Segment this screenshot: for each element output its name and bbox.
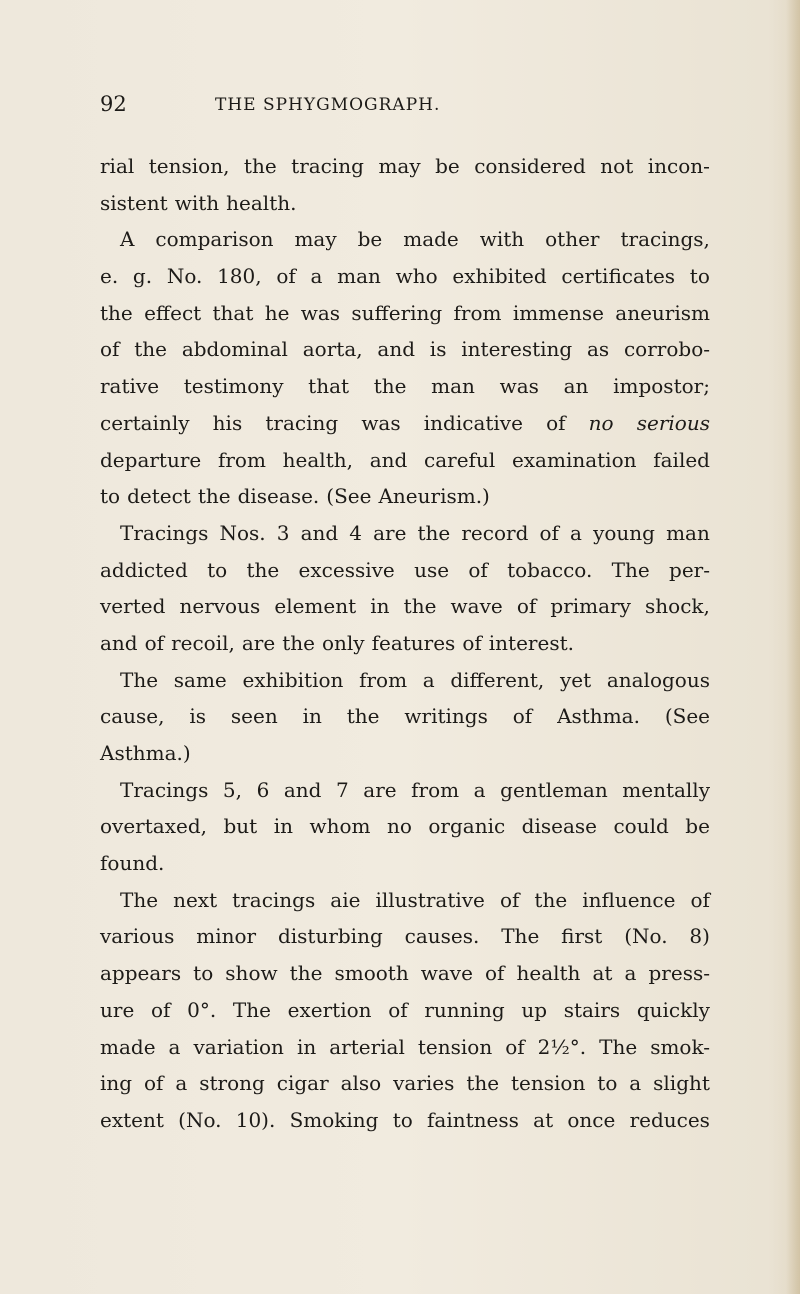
text-line: found. [100, 851, 165, 876]
text-line: Tracings Nos. 3 and 4 are the record of a young man [120, 520, 710, 545]
text-line: various minor disturbing causes. The first (No. 8) [100, 924, 710, 949]
text-line: departure from health, and careful examination failed [100, 447, 710, 472]
text-line: the effect that he was suffering from immense aneurism [100, 300, 710, 325]
text-line: verted nervous element in the wave of primary shock, [100, 594, 710, 619]
text-line: cause, is seen in the writings of Asthma. (See [100, 704, 710, 729]
text-line: to detect the disease. (See Aneurism.) [100, 484, 490, 509]
text-line: Tracings 5, 6 and 7 are from a gentleman mentally [120, 777, 710, 802]
text-line: rative testimony that the man was an impostor; [100, 374, 710, 399]
text-line: sistent with health. [100, 190, 297, 215]
text-line: extent (No. 10). Smoking to faintness at once reduces [100, 1107, 710, 1132]
page-header [100, 92, 700, 124]
page-number: 92 [100, 92, 127, 116]
text-line: The same exhibition from a different, yet analogous [120, 667, 710, 692]
text-line: Asthma.) [100, 741, 191, 765]
text-line: rial tension, the tracing may be considered not incon- [100, 154, 710, 178]
running-head: THE SPHYGMOGRAPH. [215, 95, 441, 115]
text-line: addicted to the excessive use of tobacco. The per- [100, 557, 710, 582]
text-line: appears to show the smooth wave of health at a press- [100, 961, 710, 986]
text-line: ing of a strong cigar also varies the tension to a slight [100, 1071, 710, 1096]
text-line: made a variation in arterial tension of 2½°. The smok- [100, 1034, 710, 1059]
text-line: certainly his tracing was indicative of no serious [100, 410, 710, 435]
text-line: The next tracings aie illustrative of the influence of [120, 887, 710, 912]
body-text [100, 148, 710, 1139]
text-line: of the abdominal aorta, and is interesting as corrobo- [100, 337, 710, 362]
text-line: ure of 0°. The exertion of running up stairs quickly [100, 997, 710, 1022]
text-line: e. g. No. 180, of a man who exhibited certificates to [100, 264, 710, 289]
text-line: A comparison may be made with other tracings, [120, 227, 710, 252]
page-edge-shadow [786, 0, 800, 1294]
text-line: and of recoil, are the only features of interest. [100, 630, 574, 655]
text-line: overtaxed, but in whom no organic disease could be [100, 814, 710, 839]
